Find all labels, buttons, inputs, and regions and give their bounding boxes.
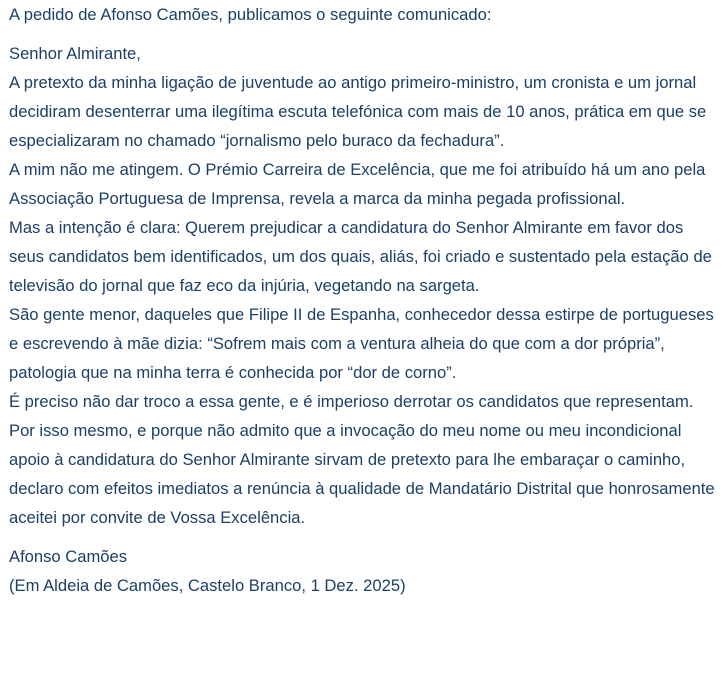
intro-text: A pedido de Afonso Camões, publicamos o seguinte comunicado: xyxy=(9,5,492,24)
letter-paragraph: São gente menor, daqueles que Filipe II de Espanha, conhecedor dessa estirpe de portugueses e escrevendo à mãe dizia: “Sofrem mais com a ventura alheia do que com a dor própria”, patologia que na minha terra é conhecida por “dor de corno”. xyxy=(9,305,714,382)
letter-paragraph: A mim não me atingem. O Prémio Carreira de Excelência, que me foi atribuído há um ano pela Associação Portuguesa de Imprensa, revela a marca da minha pegada profissional. xyxy=(9,160,706,208)
signature-block xyxy=(9,542,721,600)
letter-paragraph: Mas a intenção é clara: Querem prejudicar a candidatura do Senhor Almirante em favor dos seus candidatos bem identificados, um dos quais, aliás, foi criado e sustentado pela estação de televisão do jornal que faz eco da injúria, vegetando na sargeta. xyxy=(9,218,712,295)
letter-paragraph: Por isso mesmo, e porque não admito que a invocação do meu nome ou meu incondicional apoio à candidatura do Senhor Almirante sirvam de pretexto para lhe embaraçar o caminho, declaro com efeitos imediatos a renúncia à qualidade de Mandatário Distrital que honrosamente aceitei por convite de Vossa Excelência. xyxy=(9,421,715,527)
letter-salutation: Senhor Almirante, xyxy=(9,44,141,63)
signature-place-date: (Em Aldeia de Camões, Castelo Branco, 1 Dez. 2025) xyxy=(9,576,406,595)
signature-name: Afonso Camões xyxy=(9,547,128,566)
article-body xyxy=(9,0,721,600)
letter-paragraph: A pretexto da minha ligação de juventude ao antigo primeiro-ministro, um cronista e um jornal decidiram desenterrar uma ilegítima escuta telefónica com mais de 10 anos, prática em que se especializaram no chamado “jornalismo pelo buraco da fechadura”. xyxy=(9,73,707,150)
letter xyxy=(9,39,721,532)
letter-paragraph: É preciso não dar troco a essa gente, e é imperioso derrotar os candidatos que representam. xyxy=(9,392,694,411)
